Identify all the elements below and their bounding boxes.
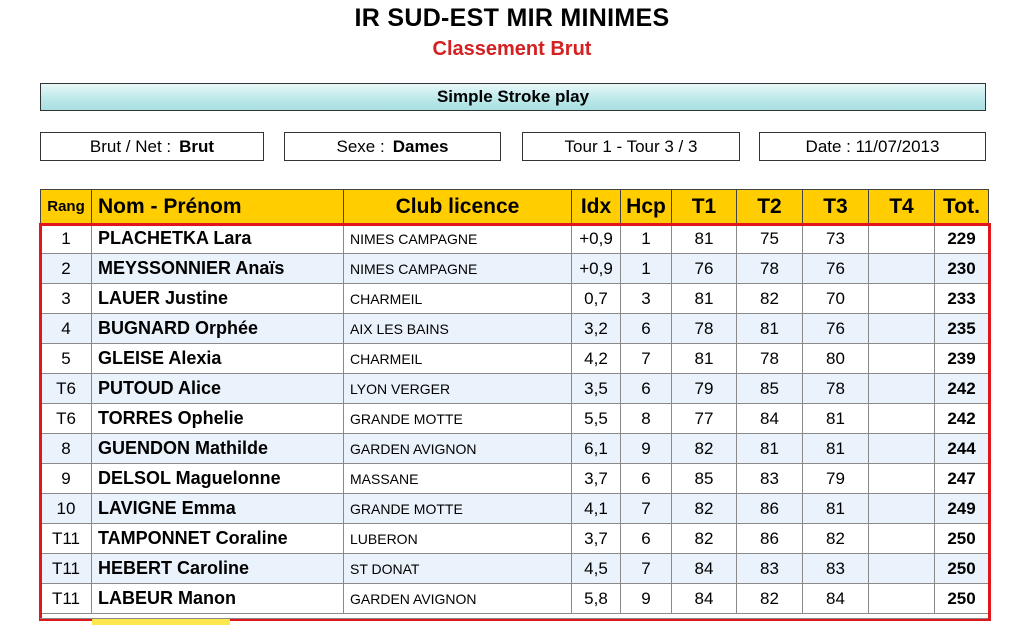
header-hcp: Hcp [621,190,672,224]
cell-tot: 242 [935,374,989,404]
cell-t3: 81 [803,494,869,524]
header-club: Club licence [344,190,572,224]
results-body [41,224,989,614]
cell-rang: T11 [41,524,92,554]
cell-t2: 82 [737,284,803,314]
cell-t2: 83 [737,554,803,584]
header-rang: Rang [41,190,92,224]
cell-t4 [869,254,935,284]
cell-nom: LAVIGNE Emma [92,494,344,524]
date-box: Date : 11/07/2013 [759,132,986,161]
cell-hcp: 6 [621,374,672,404]
cell-nom: MEYSSONNIER Anaïs [92,254,344,284]
cell-club: LUBERON [344,524,572,554]
cell-hcp: 9 [621,434,672,464]
cell-nom: TORRES Ophelie [92,404,344,434]
cell-nom: PUTOUD Alice [92,374,344,404]
cell-nom: TAMPONNET Coraline [92,524,344,554]
cell-nom: LABEUR Manon [92,584,344,614]
cell-t1: 82 [672,434,737,464]
cell-t4 [869,554,935,584]
cell-idx: 3,7 [572,524,621,554]
cell-idx: 3,5 [572,374,621,404]
cell-club: GRANDE MOTTE [344,494,572,524]
cell-tot: 250 [935,554,989,584]
cell-t2: 83 [737,464,803,494]
cell-hcp: 1 [621,254,672,284]
cell-idx: 5,5 [572,404,621,434]
cell-t2: 82 [737,584,803,614]
cell-t3: 81 [803,404,869,434]
cell-t4 [869,374,935,404]
cell-club: NIMES CAMPAGNE [344,254,572,284]
table-row [41,314,989,344]
header-t1: T1 [672,190,737,224]
cell-hcp: 1 [621,224,672,254]
sexe-label: Sexe : [336,137,385,156]
cell-rang: 8 [41,434,92,464]
cell-hcp: 3 [621,284,672,314]
cell-tot: 242 [935,404,989,434]
cell-idx: 5,8 [572,584,621,614]
cell-t3: 82 [803,524,869,554]
cell-t1: 84 [672,584,737,614]
cell-t3: 73 [803,224,869,254]
cell-t1: 78 [672,314,737,344]
table-row [41,344,989,374]
cell-hcp: 7 [621,554,672,584]
cell-t3: 79 [803,464,869,494]
cell-idx: +0,9 [572,224,621,254]
table-row [41,584,989,614]
cell-t2: 81 [737,434,803,464]
cell-hcp: 6 [621,314,672,344]
cell-t4 [869,584,935,614]
cell-tot: 247 [935,464,989,494]
cell-tot: 233 [935,284,989,314]
cell-tot: 250 [935,584,989,614]
cell-rang: 10 [41,494,92,524]
sexe-box [284,132,501,161]
cell-rang: 1 [41,224,92,254]
cell-t1: 82 [672,524,737,554]
header-t4: T4 [869,190,935,224]
cell-t3: 70 [803,284,869,314]
cell-nom: GLEISE Alexia [92,344,344,374]
cell-t3: 83 [803,554,869,584]
cell-idx: 4,5 [572,554,621,584]
cell-t3: 80 [803,344,869,374]
brut-net-box [40,132,264,161]
cell-rang: T11 [41,554,92,584]
cell-tot: 249 [935,494,989,524]
cell-club: ST DONAT [344,554,572,584]
header-idx: Idx [572,190,621,224]
results-table [40,189,989,614]
cell-tot: 244 [935,434,989,464]
cell-idx: 3,7 [572,464,621,494]
cell-nom: DELSOL Maguelonne [92,464,344,494]
cell-club: NIMES CAMPAGNE [344,224,572,254]
cell-idx: 4,2 [572,344,621,374]
cell-t3: 84 [803,584,869,614]
table-row [41,224,989,254]
cell-t2: 75 [737,224,803,254]
table-row [41,374,989,404]
cell-idx: 3,2 [572,314,621,344]
cell-t3: 78 [803,374,869,404]
cell-club: GARDEN AVIGNON [344,584,572,614]
table-row [41,524,989,554]
cell-t3: 76 [803,314,869,344]
cell-club: GARDEN AVIGNON [344,434,572,464]
cell-tot: 235 [935,314,989,344]
cell-idx: +0,9 [572,254,621,284]
cell-t4 [869,494,935,524]
brut-net-label: Brut / Net : [89,137,172,156]
cell-idx: 4,1 [572,494,621,524]
cell-t4 [869,344,935,374]
cell-nom: BUGNARD Orphée [92,314,344,344]
cell-t4 [869,314,935,344]
table-row [41,464,989,494]
cell-rang: 4 [41,314,92,344]
cell-tot: 230 [935,254,989,284]
cell-nom: GUENDON Mathilde [92,434,344,464]
cell-hcp: 6 [621,524,672,554]
cell-club: AIX LES BAINS [344,314,572,344]
cell-rang: 3 [41,284,92,314]
cell-t1: 82 [672,494,737,524]
format-banner: Simple Stroke play [40,83,986,111]
cell-t2: 84 [737,404,803,434]
table-row [41,554,989,584]
cell-t2: 85 [737,374,803,404]
cell-t3: 76 [803,254,869,284]
cell-hcp: 7 [621,494,672,524]
cell-t1: 84 [672,554,737,584]
cell-idx: 6,1 [572,434,621,464]
cell-hcp: 8 [621,404,672,434]
cell-rang: 9 [41,464,92,494]
cell-rang: T6 [41,374,92,404]
cell-t1: 81 [672,224,737,254]
cell-t1: 81 [672,344,737,374]
cell-t1: 76 [672,254,737,284]
header-tot: Tot. [935,190,989,224]
header-t3: T3 [803,190,869,224]
cell-club: MASSANE [344,464,572,494]
cell-idx: 0,7 [572,284,621,314]
cell-t4 [869,464,935,494]
tour-box: Tour 1 - Tour 3 / 3 [522,132,740,161]
table-row [41,494,989,524]
header-t2: T2 [737,190,803,224]
brut-net-value: Brut [179,137,215,156]
cell-hcp: 7 [621,344,672,374]
cell-t2: 78 [737,344,803,374]
cell-club: LYON VERGER [344,374,572,404]
cell-hcp: 6 [621,464,672,494]
cell-t4 [869,284,935,314]
cell-club: CHARMEIL [344,284,572,314]
cell-club: GRANDE MOTTE [344,404,572,434]
cell-tot: 250 [935,524,989,554]
cell-t2: 86 [737,494,803,524]
cell-rang: 5 [41,344,92,374]
cell-t4 [869,404,935,434]
cell-t2: 81 [737,314,803,344]
table-row [41,434,989,464]
cell-rang: T11 [41,584,92,614]
cell-rang: T6 [41,404,92,434]
cell-t3: 81 [803,434,869,464]
sexe-value: Dames [392,137,449,156]
header-nom: Nom - Prénom [92,190,344,224]
table-row [41,404,989,434]
cell-nom: HEBERT Caroline [92,554,344,584]
cell-hcp: 9 [621,584,672,614]
table-header-row [41,190,989,224]
cell-t4 [869,524,935,554]
cell-t4 [869,224,935,254]
table-row [41,254,989,284]
cell-rang: 2 [41,254,92,284]
cell-tot: 239 [935,344,989,374]
cell-t2: 78 [737,254,803,284]
cell-t1: 79 [672,374,737,404]
cell-t1: 77 [672,404,737,434]
cell-nom: LAUER Justine [92,284,344,314]
cell-t2: 86 [737,524,803,554]
page-subtitle: Classement Brut [432,38,592,60]
table-row [41,284,989,314]
cell-club: CHARMEIL [344,344,572,374]
cell-tot: 229 [935,224,989,254]
cell-t1: 81 [672,284,737,314]
page-title: IR SUD-EST MIR MINIMES [354,4,670,32]
cell-t4 [869,434,935,464]
cell-t1: 85 [672,464,737,494]
cell-nom: PLACHETKA Lara [92,224,344,254]
